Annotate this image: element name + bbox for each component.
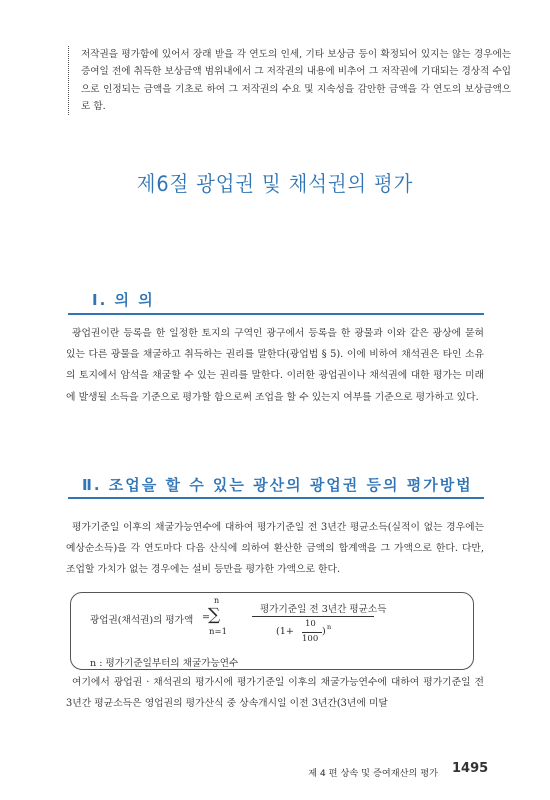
formula-note: n : 평가기준일부터의 채굴가능연수 xyxy=(90,658,239,669)
rate-denominator: 100 xyxy=(302,634,319,644)
rate-numerator: 10 xyxy=(305,619,316,629)
denominator-exponent: n xyxy=(327,623,332,631)
paragraph-definition: 광업권이란 등록을 한 일정한 토지의 구역인 광구에서 등록을 한 광물과 이와 같은 광상에 묻혀 있는 다른 광물을 채굴하고 취득하는 권리를 말한다(광업법 § 5). 이에 비하여 채석권은 타인 소유의 토지에서 암석을 채굴할 수 있는 권리를 말한다. 이러한 광업권이나 채석권에 대한 평가는 미래에 발생될 소득을 기준으로 평가할 함으로써 조업을 할 수 있는지 여부를 기준으로 평가하고 있다. xyxy=(66,328,484,403)
denominator-open: (1+ xyxy=(276,626,294,637)
paragraph-method: 평가기준일 이후의 채굴가능연수에 대하여 평가기준일 전 3년간 평균소득(실적이 없는 경우에는 예상순소득)을 각 연도마다 다음 산식에 의하여 환산한 금액의 합계액을 그 가액으로 한다. 다만, 조업할 가치가 없는 경우에는 설비 등만을 평가한 가액으로 한다. xyxy=(66,522,484,576)
fraction-bar xyxy=(252,616,374,617)
sigma-symbol: ∑ xyxy=(208,605,221,625)
formula-lhs: 광업권(채석권)의 평가액 xyxy=(90,615,194,626)
sum-upper-limit: n xyxy=(214,596,220,605)
denominator-close: ) xyxy=(322,626,326,637)
heading-underline xyxy=(68,313,484,315)
heading-valuation-method: Ⅱ. 조업을 할 수 있는 광산의 광업권 등의 평가방법 xyxy=(82,476,473,494)
section-title: 제6절 광업권 및 채석권의 평가 xyxy=(136,172,414,196)
rate-fraction-bar xyxy=(302,632,322,633)
footer-part-title: 제 4 편 상속 및 증여재산의 평가 xyxy=(308,768,438,779)
page-number: 1495 xyxy=(452,761,489,776)
formula-equals: = xyxy=(202,612,211,623)
quoted-note: 저작권을 평가함에 있어서 장래 받을 각 연도의 인세, 기타 보상금 등이 확정되어 있지는 않는 경우에는 증여일 전에 취득한 보상금액 범위내에서 그 저작권의 내용에 비추어 그 저작권에 기대되는 경상적 수입으로 인정되는 금액을 기초로 하여 그 저작권의 수요 및 지속성을 감안한 금액을 각 연도의 보상금액으로 함. xyxy=(68,46,511,115)
heading-meaning: Ⅰ. 의 의 xyxy=(92,291,155,309)
heading-underline xyxy=(68,497,484,499)
paragraph-continued: 여기에서 광업권 · 채석권의 평가시에 평가기준일 이후의 채굴가능연수에 대하여 평가기준일 전 3년간 평균소득은 영업권의 평가산식 중 상속개시일 이전 3년간(3년에 미달 xyxy=(66,677,484,710)
sum-lower-limit: n=1 xyxy=(209,627,228,637)
formula-numerator: 평가기준일 전 3년간 평균소득 xyxy=(260,604,387,615)
